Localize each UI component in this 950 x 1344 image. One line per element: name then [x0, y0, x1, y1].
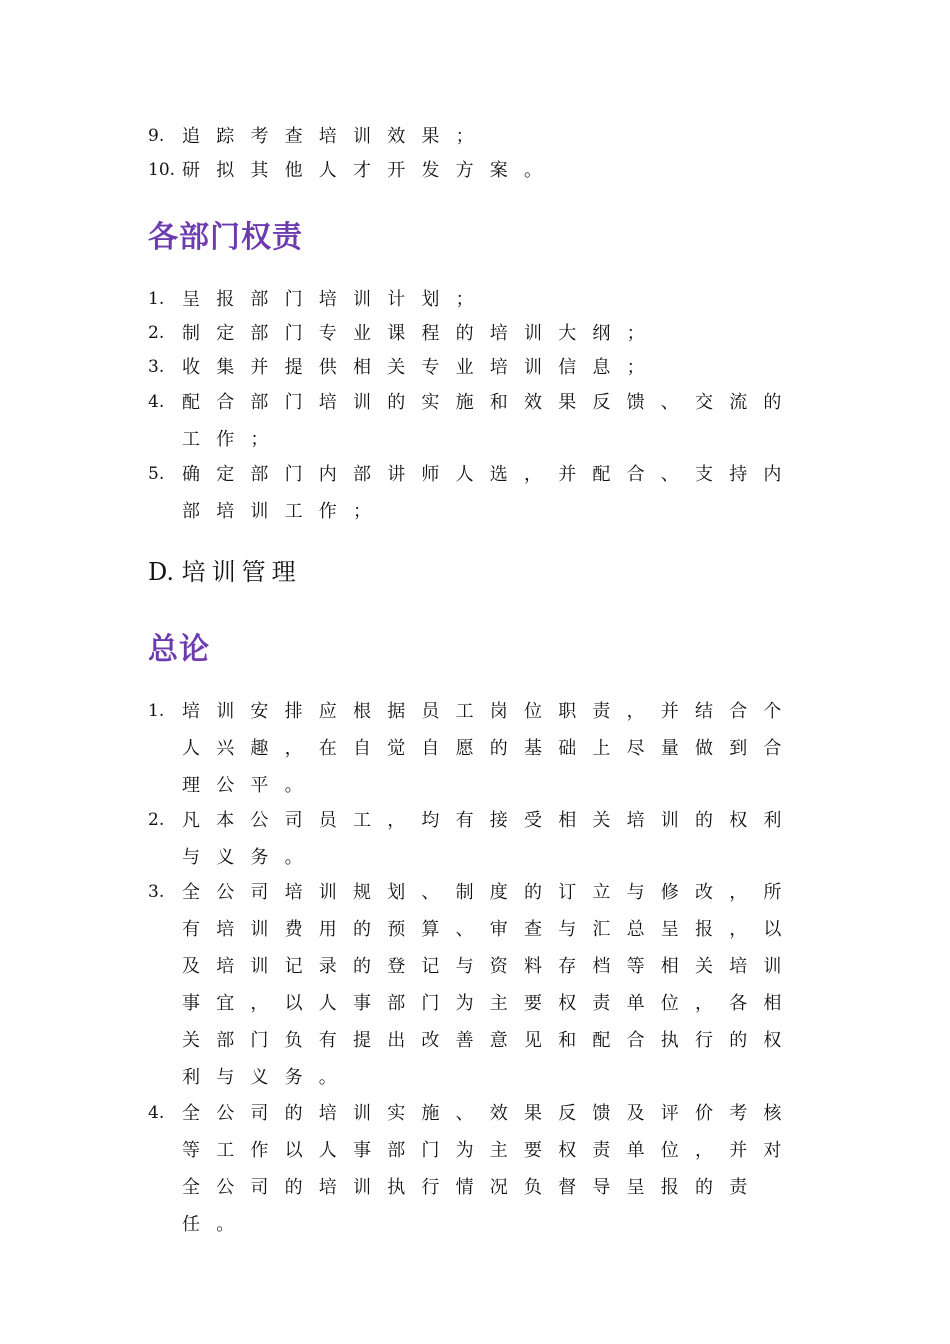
list-item — [148, 802, 828, 876]
list-number: 9. — [148, 126, 165, 146]
list-number: 3. — [148, 882, 165, 902]
list-item — [148, 456, 828, 530]
list-number: 4. — [148, 392, 165, 412]
list-number: 1. — [148, 701, 165, 721]
list-item — [148, 152, 828, 189]
section-heading-d — [148, 552, 302, 587]
list-text: 凡本公司员工，均有接受相关培训的权利与义务。 — [182, 810, 798, 868]
list-text: 制定部门专业课程的培训大纲； — [182, 323, 661, 344]
list-item — [148, 349, 828, 386]
list-item — [148, 1095, 828, 1243]
section-heading-general: 总论 — [148, 632, 210, 667]
list-number: 1. — [148, 289, 165, 309]
list-item — [148, 315, 828, 352]
list-item — [148, 118, 828, 155]
list-item — [148, 693, 828, 804]
list-text: 确定部门内部讲师人选，并配合、支持内部培训工作； — [182, 464, 798, 522]
list-text: 追踪考查培训效果； — [182, 126, 490, 147]
list-text: 研拟其他人才开发方案。 — [182, 160, 559, 181]
list-number: 2. — [148, 323, 165, 343]
list-number: 4. — [148, 1103, 165, 1123]
list-text: 收集并提供相关专业培训信息； — [182, 357, 661, 378]
list-text: 全公司的培训实施、效果反馈及评价考核等工作以人事部门为主要权责单位，并对全公司的培训执行情况负督导呈报的责任。 — [182, 1103, 798, 1235]
list-number: 10. — [148, 160, 176, 180]
list-item — [148, 874, 828, 1096]
section-label: D. — [148, 558, 175, 586]
list-number: 2. — [148, 810, 165, 830]
list-text: 全公司培训规划、制度的订立与修改，所有培训费用的预算、审查与汇总呈报，以及培训记录的登记与资料存档等相关培训事宜，以人事部门为主要权责单位，各相关部门负有提出改善意见和配合执行的权利与义务。 — [182, 882, 798, 1088]
list-text: 配合部门培训的实施和效果反馈、交流的工作； — [182, 392, 798, 450]
list-text: 呈报部门培训计划； — [182, 289, 490, 310]
list-item — [148, 281, 828, 318]
list-number: 3. — [148, 357, 165, 377]
section-title: 培训管理 — [181, 558, 302, 586]
list-item — [148, 384, 828, 458]
list-text: 培训安排应根据员工岗位职责，并结合个人兴趣，在自觉自愿的基础上尽量做到合理公平。 — [182, 701, 798, 796]
list-number: 5. — [148, 464, 165, 484]
section-heading-departments: 各部门权责 — [148, 220, 303, 255]
